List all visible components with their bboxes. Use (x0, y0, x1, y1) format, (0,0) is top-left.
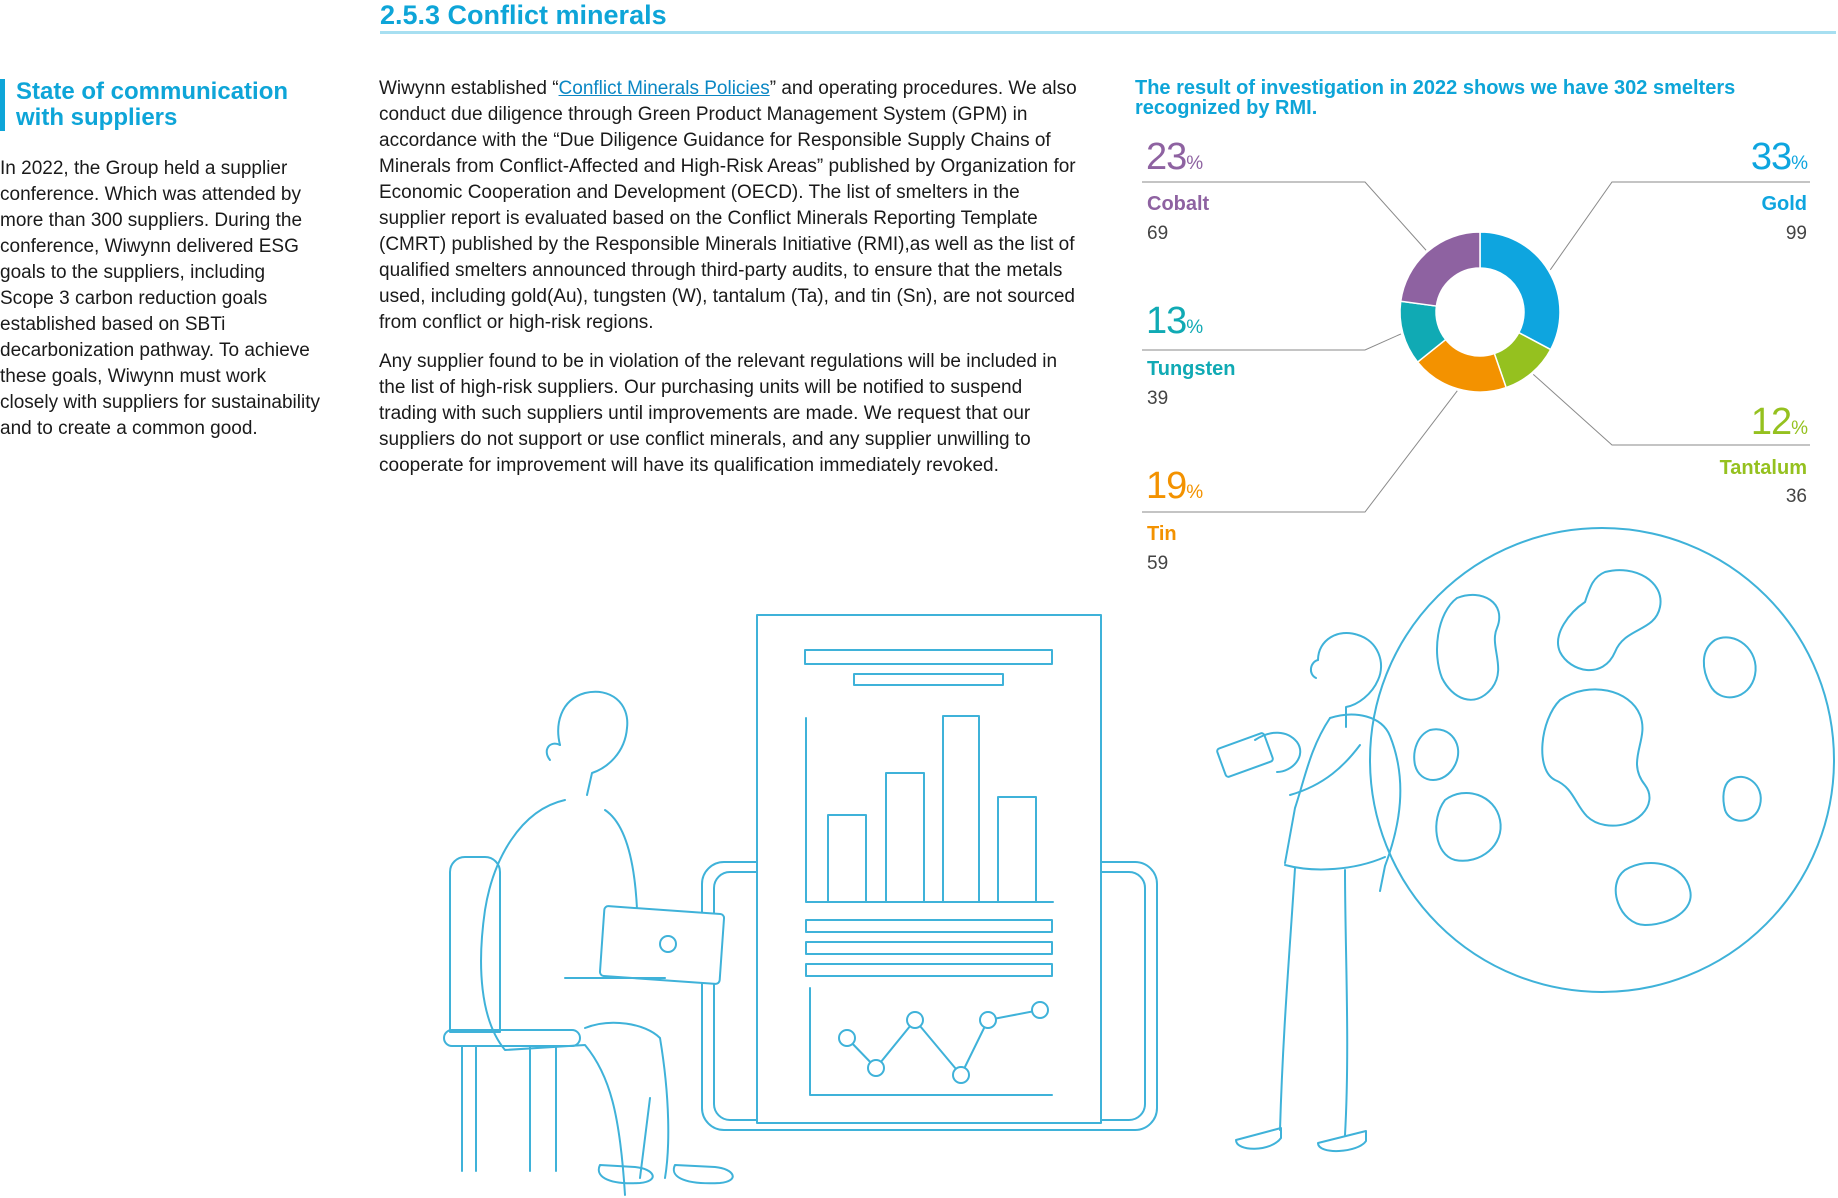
tungsten-count: 39 (1147, 388, 1169, 409)
tantalum-count: 36 (1785, 486, 1807, 507)
tantalum-label: Tantalum (1719, 457, 1807, 479)
chart-title-line1: The result of investigation in 2022 shows we have 302 smelters (1135, 77, 1736, 99)
tungsten-percent: 13% (1146, 300, 1204, 342)
sidebar-body-text: In 2022, the Group held a supplier conference. Which was attended by more than 300 suppliers. During the conference, Wiwynn delivered ESG goals to the suppliers, including Scope 3 carbon reduction goals established based on SBTi decarbonization pathway. To achieve these goals, Wiwynn must work closely with suppliers for sustainability and to create a common good. (0, 158, 320, 439)
cobalt-label: Cobalt (1147, 193, 1210, 215)
tantalum-percent: 12% (1750, 401, 1808, 443)
report-document-icon (757, 615, 1101, 1123)
cobalt-percent: 23% (1146, 136, 1204, 178)
para1-text: ” and operating procedures. We also conduct due diligence through Green Product Management System (GPM) in accordance with the “Due Diligence Guidance for Responsible Supply Chains of Minerals from Conflict-Affected and High-Risk Areas” published by Organization for Economic Cooperation and Development (OECD). The list of smelters in the supplier report is evaluated based on the Conflict Minerals Reporting Template (CMRT) published by the Responsible Minerals Initiative (RMI),as well as the list of qualified smelters announced through third-party audits, to ensure that the metals used, including gold(Au), tungsten (W), tantalum (Ta), and tin (Sn), are not sourced from conflict or high-risk regions. (379, 78, 1077, 333)
conflict-minerals-policies-link[interactable]: Conflict Minerals Policies (558, 78, 770, 99)
seated-person-icon (444, 692, 733, 1195)
gold-count: 99 (1785, 223, 1807, 244)
sidebar-heading-line2: with suppliers (16, 104, 178, 131)
gold-label: Gold (1761, 193, 1807, 215)
standing-person-icon (1216, 633, 1400, 1151)
cobalt-count: 69 (1147, 223, 1169, 244)
tin-percent: 19% (1146, 465, 1204, 507)
sidebar-heading-line1: State of communication (16, 78, 289, 105)
tin-label: Tin (1147, 523, 1177, 545)
chart-title-line2: recognized by RMI. (1135, 97, 1318, 119)
para1-prefix: Wiwynn established “ (379, 78, 559, 99)
body-paragraph-2: Any supplier found to be in violation of the relevant regulations will be included in the list of high-risk suppliers. Our purchasing units will be notified to suspend trading with such suppliers until improvements are made. We request that our suppliers do not support or use conflict minerals, and any supplier unwilling to cooperate for improvement will have its qualification immediately revoked. (379, 351, 1058, 476)
tin-count: 59 (1147, 553, 1169, 574)
gold-percent: 33% (1750, 136, 1808, 178)
globe-icon (1370, 528, 1834, 992)
section-title: 2.5.3 Conflict minerals (380, 0, 667, 30)
tungsten-label: Tungsten (1147, 358, 1236, 380)
